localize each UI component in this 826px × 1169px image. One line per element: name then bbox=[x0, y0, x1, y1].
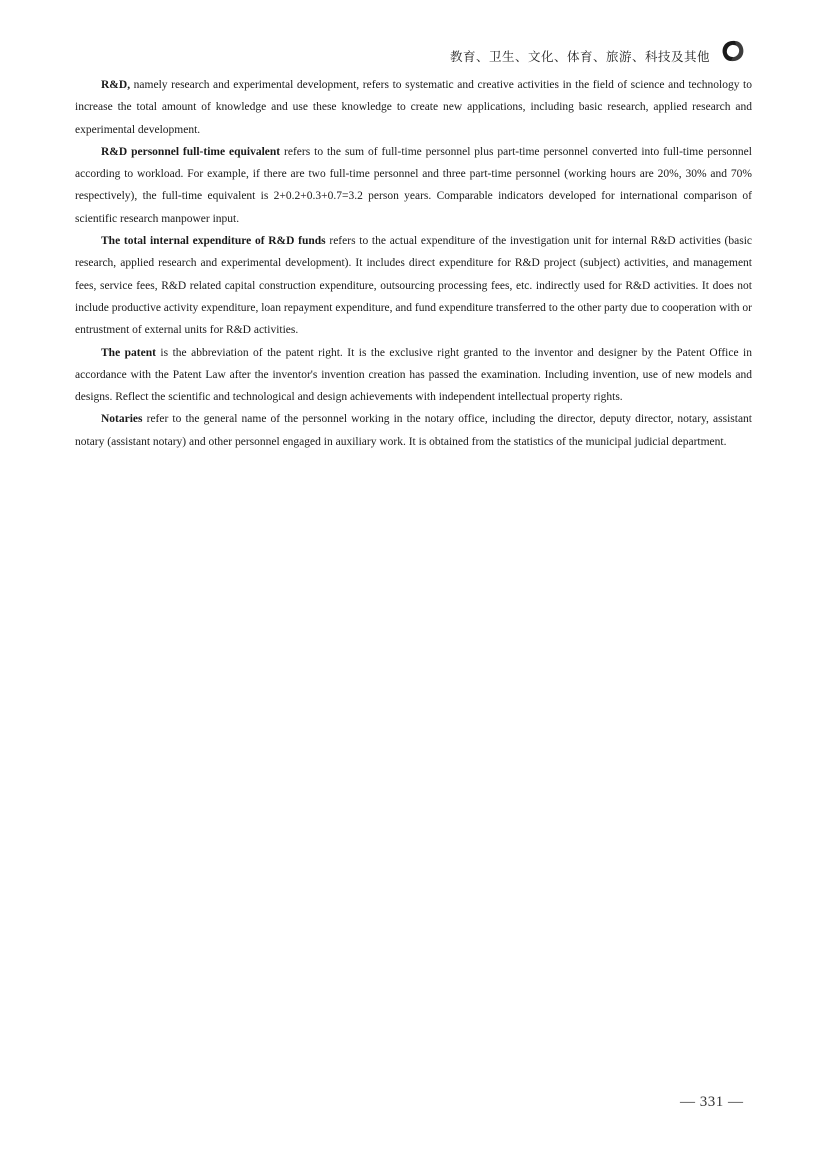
definition-text: refer to the general name of the personnel working in the notary office, including the director, deputy director, notary, assistant notary (assistant notary) and other personnel engaged in auxiliary work. It is obtained from the statistics of the municipal judicial department. bbox=[75, 413, 752, 448]
definition-notaries bbox=[75, 408, 752, 453]
term-label: R&D personnel full-time equivalent bbox=[101, 145, 281, 158]
term-label: The total internal expenditure of R&D funds bbox=[101, 235, 326, 248]
definition-rd-internal-expenditure bbox=[75, 230, 752, 341]
definition-text: refers to the sum of full-time personnel plus part-time personnel converted into full-time personnel according to workload. For example, if there are two full-time personnel and three part-time personnel (working hours are 20%, 30% and 70% respectively), the full-time equivalent is 2+0.2+0.3+0.7=3.2 person years. Comparable indicators developed for international comparison of scientific research manpower input. bbox=[75, 145, 752, 225]
header-title: 教育、卫生、文化、体育、旅游、科技及其他 bbox=[449, 49, 710, 64]
term-label: R&D, bbox=[101, 79, 131, 91]
term-label: The patent bbox=[101, 346, 156, 359]
page-number: — 331 — bbox=[680, 1094, 744, 1110]
definition-text: is the abbreviation of the patent right. It is the exclusive right granted to the inventor and designer by the Patent Office in accordance with the Patent Law after the inventor's invention creation has passed the examination. Including invention, use of new models and designs. Reflect the scientific and technological and design achievements with independent intellectual property rights. bbox=[75, 346, 752, 404]
definition-rd-personnel-fte bbox=[75, 141, 752, 230]
definition-rd bbox=[75, 74, 752, 141]
definition-text: refers to the actual expenditure of the investigation unit for internal R&D activities (basic research, applied research and experimental development). It includes direct expenditure for R&D project (subject) activities, and management fees, service fees, R&D related capital construction expenditure, outsourcing processing fees, etc. indirectly used for R&D activities. It does not include productive activity expenditure, loan repayment expenditure, and fund expenditure transferred to the other party due to cooperation with or entrustment of external units for R&D activities. bbox=[75, 235, 752, 337]
page-header bbox=[450, 36, 748, 66]
definition-text: namely research and experimental development, refers to systematic and creative activities in the field of science and technology to increase the total amount of knowledge and use these knowledge to create new applications, including basic research, applied research and experimental development. bbox=[75, 79, 752, 136]
definitions-body bbox=[75, 74, 752, 453]
statistics-logo-icon bbox=[718, 36, 748, 66]
definition-patent bbox=[75, 342, 752, 409]
term-label: Notaries bbox=[101, 413, 143, 426]
